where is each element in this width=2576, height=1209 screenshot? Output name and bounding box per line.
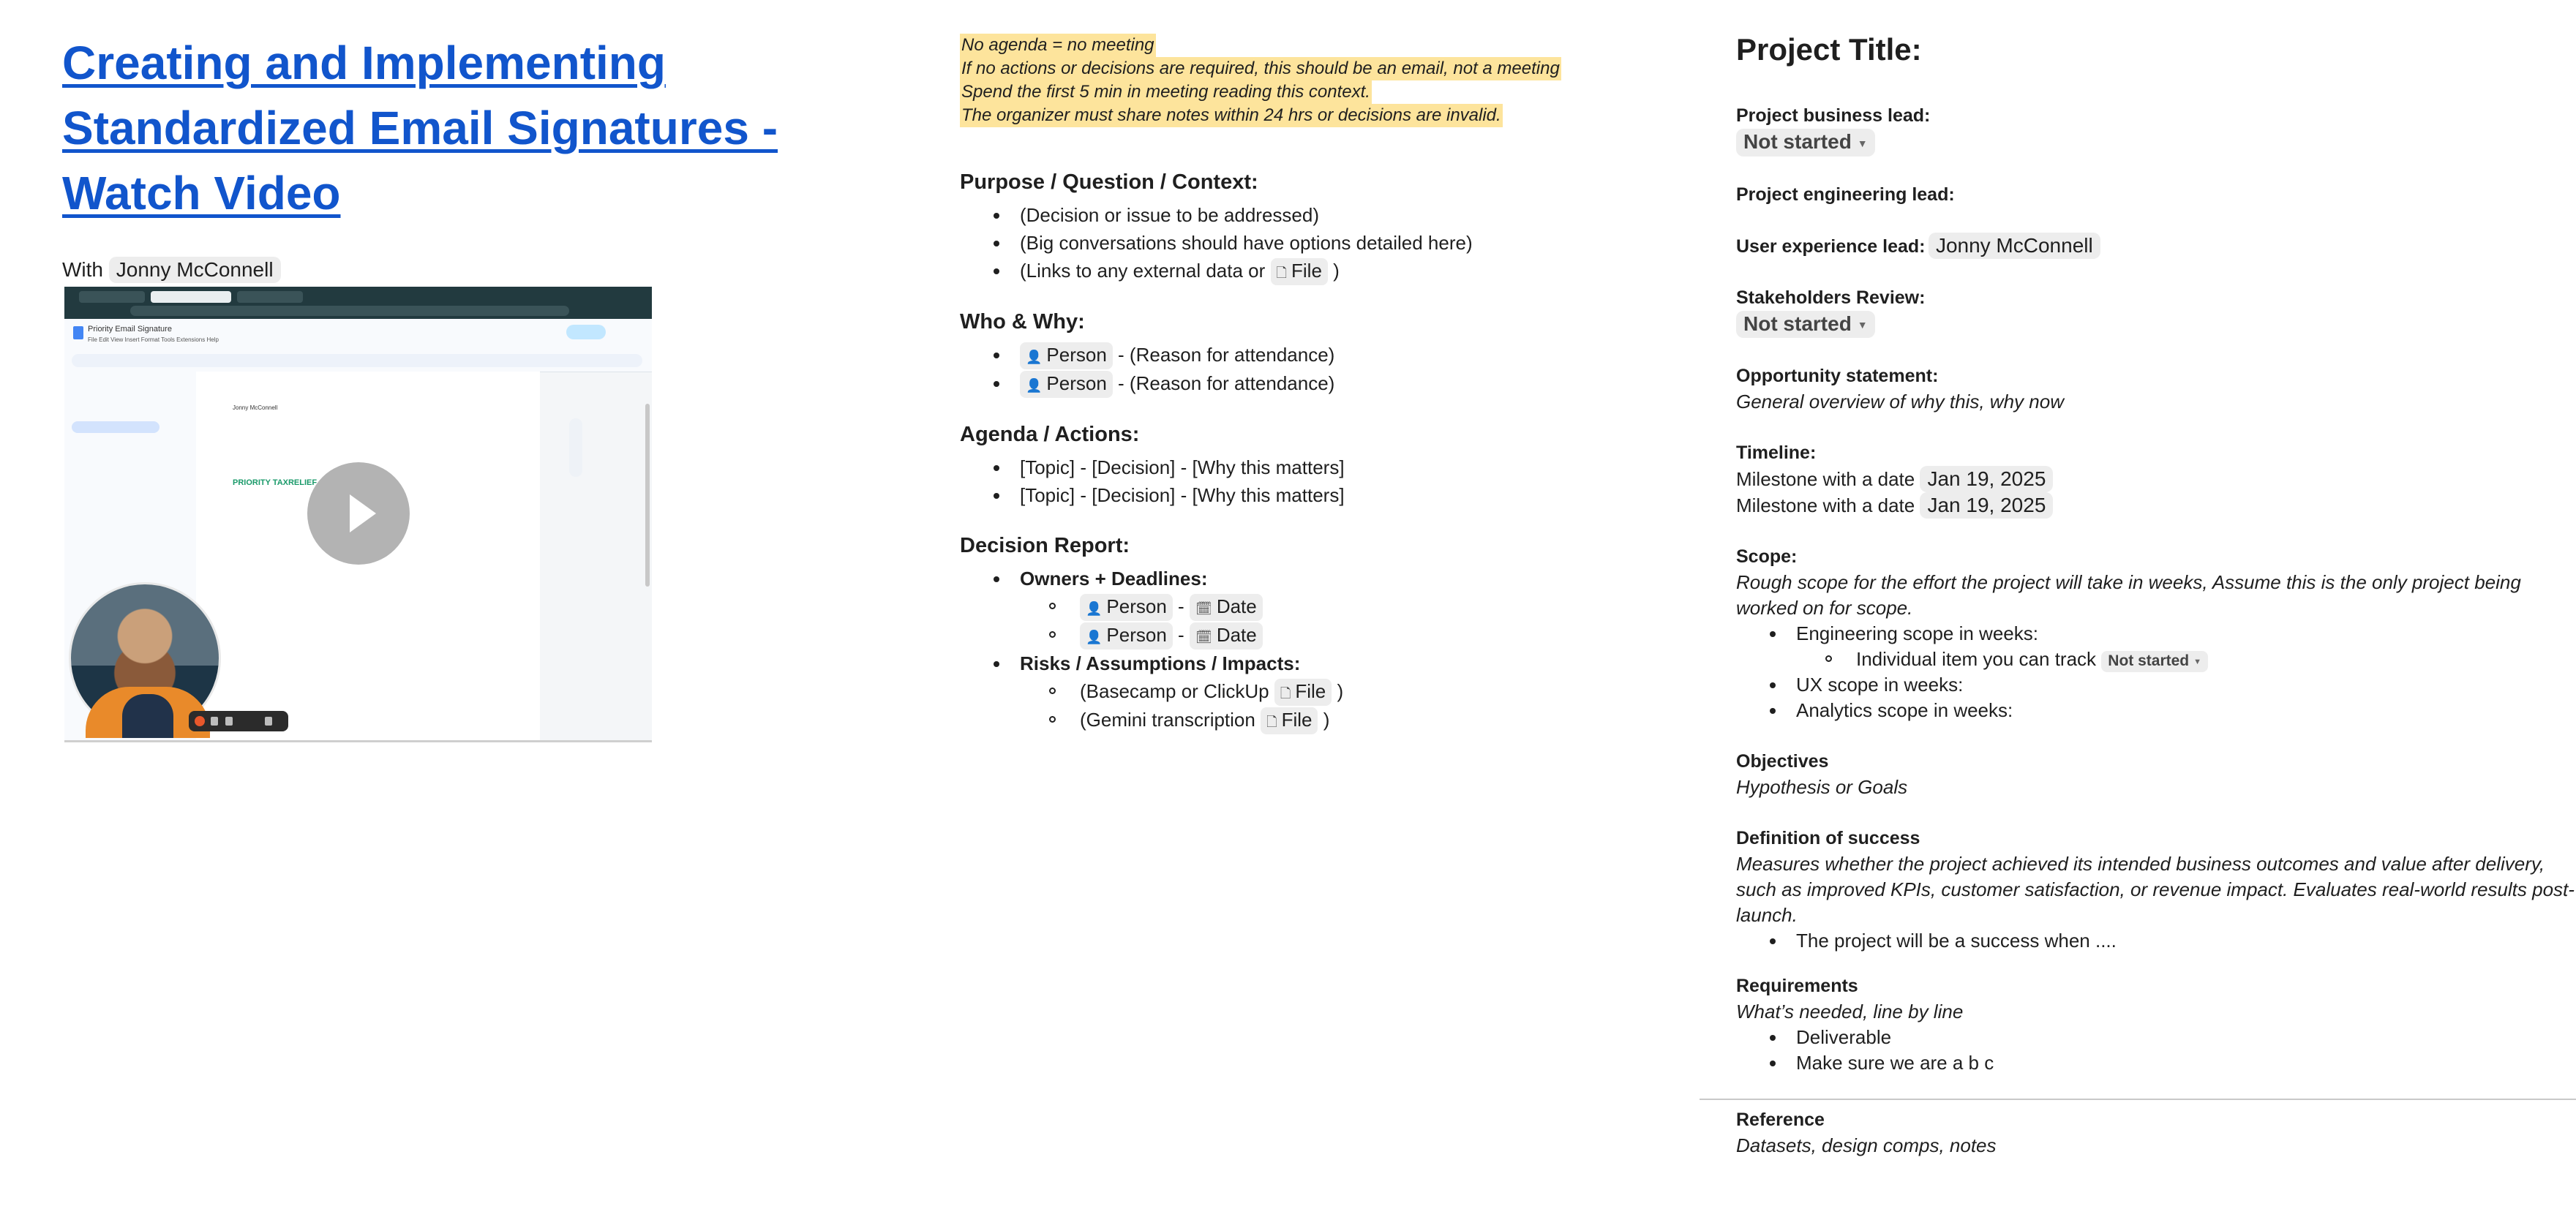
file-chip[interactable] [1271, 258, 1328, 285]
scope-individual: Individual item you can track [1856, 648, 2097, 671]
status-dropdown[interactable] [1736, 311, 1875, 339]
list-item: The project will be a success when .... [1736, 928, 2576, 954]
play-icon[interactable] [307, 462, 410, 565]
person-chip[interactable] [1020, 342, 1113, 369]
sub-list-item [1796, 647, 2576, 672]
doc-title: Priority Email Signature [88, 325, 172, 334]
objectives-field [1736, 748, 2576, 800]
purpose-heading: Purpose / Question / Context: [960, 170, 1258, 194]
person-icon: 👤 [1086, 601, 1103, 616]
list-item: UX scope in weeks: [1736, 672, 2576, 698]
objectives-text: Hypothesis or Goals [1736, 776, 1908, 799]
browser-url-bar [130, 306, 569, 316]
dash: - [1178, 595, 1184, 617]
list-item [960, 257, 1691, 285]
engineering-lead-field [1736, 181, 2576, 208]
file-icon: 🗋 [1266, 715, 1277, 729]
close-paren: ) [1333, 260, 1340, 282]
success-text: Measures whether the project achieved its intended business outcomes and value after delivery, such as improved KPIs, customer satisfaction, or revenue impact. Evaluates real-world results post-launch. [1736, 853, 2575, 927]
close-paren: ) [1337, 680, 1344, 702]
purpose-section [960, 167, 1691, 285]
reason-text: - (Reason for attendance) [1118, 344, 1335, 366]
meeting-rules [960, 34, 1691, 127]
owners-label: Owners + Deadlines: [1020, 568, 1208, 590]
video-thumbnail[interactable] [64, 287, 652, 742]
project-title: Project Title: [1736, 32, 1922, 67]
rule-line: No agenda = no meeting [960, 34, 1156, 57]
doc-menu: File Edit View Insert Format Tools Extensions Help [88, 336, 219, 343]
doc-toolbar [72, 354, 642, 367]
person-chip-label: Person [1046, 372, 1107, 394]
reason-text: - (Reason for attendance) [1118, 372, 1335, 394]
doc-signature-text [233, 404, 277, 412]
engineering-lead-label: Project engineering lead: [1736, 184, 1955, 205]
person-chip-label: Person [1106, 595, 1167, 617]
outline-selected-item [72, 421, 159, 433]
person-chip-author[interactable]: Jonny McConnell [109, 257, 281, 283]
rule-line: If no actions or decisions are required, this should be an email, not a meeting [960, 57, 1561, 80]
risk-text: (Gemini transcription [1080, 709, 1255, 731]
milestone-row [1736, 492, 2576, 519]
person-icon: 👤 [1026, 378, 1043, 393]
person-icon: 👤 [1026, 350, 1043, 364]
video-title-link[interactable]: Creating and Implementing Standardized Email Signatures - Watch Video [62, 37, 778, 219]
risk-text: (Basecamp or ClickUp [1080, 680, 1269, 702]
presenter-shirt [122, 694, 173, 738]
status-label: Not started [2108, 652, 2190, 670]
meeting-notes-column [960, 0, 1691, 734]
docs-icon [73, 326, 83, 339]
agenda-heading: Agenda / Actions: [960, 423, 1140, 446]
left-column [62, 0, 882, 285]
list-item [960, 565, 1691, 649]
calendar-icon: 🗓 [1195, 601, 1212, 616]
project-brief-column [1736, 0, 2576, 1159]
scope-text: Rough scope for the effort the project will take in weeks, Assume this is the only project being worked on for scope. [1736, 571, 2521, 619]
sub-list-item [1020, 706, 1691, 734]
risks-label: Risks / Assumptions / Impacts: [1020, 652, 1301, 674]
reference-label: Reference [1736, 1110, 1825, 1131]
file-chip-label: File [1295, 680, 1326, 702]
file-chip-label: File [1281, 709, 1313, 731]
opportunity-field [1736, 363, 2576, 415]
date-chip[interactable]: Jan 19, 2025 [1920, 466, 2053, 492]
who-section [960, 307, 1691, 398]
opportunity-label: Opportunity statement: [1736, 366, 1939, 387]
status-dropdown-small[interactable] [2101, 651, 2208, 671]
stakeholders-field [1736, 285, 2576, 339]
with-line [62, 255, 882, 285]
milestone-text: Milestone with a date [1736, 494, 1915, 517]
list-item: Make sure we are a b c [1736, 1050, 2576, 1076]
list-item [960, 649, 1691, 734]
signature-logo: PRIORITY TAXRELIEF [233, 478, 318, 487]
section-divider [1700, 1099, 2576, 1100]
timeline-field [1736, 440, 2576, 519]
file-icon: 🗋 [1280, 686, 1291, 701]
stakeholders-label: Stakeholders Review: [1736, 287, 1926, 308]
sub-list-item [1020, 592, 1691, 621]
business-lead-label: Project business lead: [1736, 105, 1931, 126]
file-chip[interactable] [1274, 679, 1332, 706]
signature-name: Jonny McConnell [233, 404, 278, 411]
list-item: (Decision or issue to be addressed) [960, 201, 1691, 229]
status-label: Not started [1743, 130, 1852, 153]
sub-list-item [1020, 677, 1691, 706]
rule-line: The organizer must share notes within 24 hrs or decisions are invalid. [960, 104, 1503, 127]
list-item: (Big conversations should have options detailed here) [960, 229, 1691, 257]
ux-lead-label: User experience lead: [1736, 236, 1926, 257]
date-chip[interactable] [1190, 622, 1263, 649]
calendar-icon: 🗓 [1195, 630, 1212, 644]
date-chip[interactable] [1190, 594, 1263, 621]
browser-tab-active [151, 291, 231, 303]
share-button [566, 325, 606, 339]
list-item: Analytics scope in weeks: [1736, 698, 2576, 723]
who-heading: Who & Why: [960, 310, 1085, 334]
doc-side-rail [569, 418, 582, 477]
list-item: [Topic] - [Decision] - [Why this matters] [960, 481, 1691, 509]
timeline-label: Timeline: [1736, 442, 1817, 464]
success-label: Definition of success [1736, 828, 1920, 849]
caret-down-icon: ▼ [1857, 137, 1868, 149]
person-chip[interactable] [1080, 594, 1173, 621]
browser-tab [237, 291, 303, 303]
person-chip-ux-lead[interactable]: Jonny McConnell [1929, 233, 2100, 259]
status-dropdown[interactable] [1736, 129, 1875, 157]
requirements-label: Requirements [1736, 976, 1858, 997]
ux-lead-field [1736, 233, 2576, 260]
scope-label: Scope: [1736, 546, 1798, 568]
browser-tabbar [64, 287, 652, 319]
stop-icon [225, 717, 233, 726]
delete-icon [265, 717, 272, 726]
sub-list-item [1020, 621, 1691, 649]
list-item [960, 341, 1691, 369]
close-paren: ) [1323, 709, 1330, 731]
caret-down-icon: ▼ [2193, 657, 2202, 666]
scope-engineering: Engineering scope in weeks: [1796, 622, 2038, 645]
date-chip-label: Date [1216, 624, 1257, 646]
person-chip-label: Person [1046, 344, 1107, 366]
requirements-field [1736, 973, 2576, 1076]
person-chip[interactable] [1080, 622, 1173, 649]
list-item [1736, 621, 2576, 672]
milestone-text: Milestone with a date [1736, 468, 1915, 491]
reference-field [1736, 1107, 2576, 1159]
person-icon: 👤 [1086, 630, 1103, 644]
agenda-section [960, 420, 1691, 509]
doc-scrollbar [645, 404, 650, 587]
scope-field [1736, 543, 2576, 723]
decision-section [960, 531, 1691, 734]
rule-line: Spend the first 5 min in meeting reading this context. [960, 80, 1372, 104]
pause-icon [211, 717, 218, 726]
file-icon: 🗋 [1276, 265, 1288, 280]
status-label: Not started [1743, 312, 1852, 335]
browser-tab [79, 291, 145, 303]
list-item: Deliverable [1736, 1025, 2576, 1050]
milestone-row [1736, 466, 2576, 492]
date-chip[interactable]: Jan 19, 2025 [1920, 492, 2053, 519]
opportunity-text: General overview of why this, why now [1736, 391, 2064, 413]
with-label: With [62, 258, 103, 281]
links-text: (Links to any external data or [1020, 260, 1266, 282]
person-chip[interactable] [1020, 371, 1113, 398]
success-field [1736, 825, 2576, 954]
list-item [960, 369, 1691, 398]
dash: - [1178, 624, 1184, 646]
file-chip[interactable] [1261, 707, 1318, 734]
date-chip-label: Date [1216, 595, 1257, 617]
decision-heading: Decision Report: [960, 534, 1130, 557]
file-chip-label: File [1291, 260, 1322, 282]
recording-controls [189, 711, 288, 731]
reference-text: Datasets, design comps, notes [1736, 1134, 1997, 1157]
list-item: [Topic] - [Decision] - [Why this matters] [960, 453, 1691, 481]
caret-down-icon: ▼ [1857, 319, 1868, 331]
requirements-text: What’s needed, line by line [1736, 1001, 1964, 1023]
objectives-label: Objectives [1736, 751, 1829, 772]
person-chip-label: Person [1106, 624, 1167, 646]
record-icon [195, 716, 205, 726]
business-lead-field [1736, 102, 2576, 157]
